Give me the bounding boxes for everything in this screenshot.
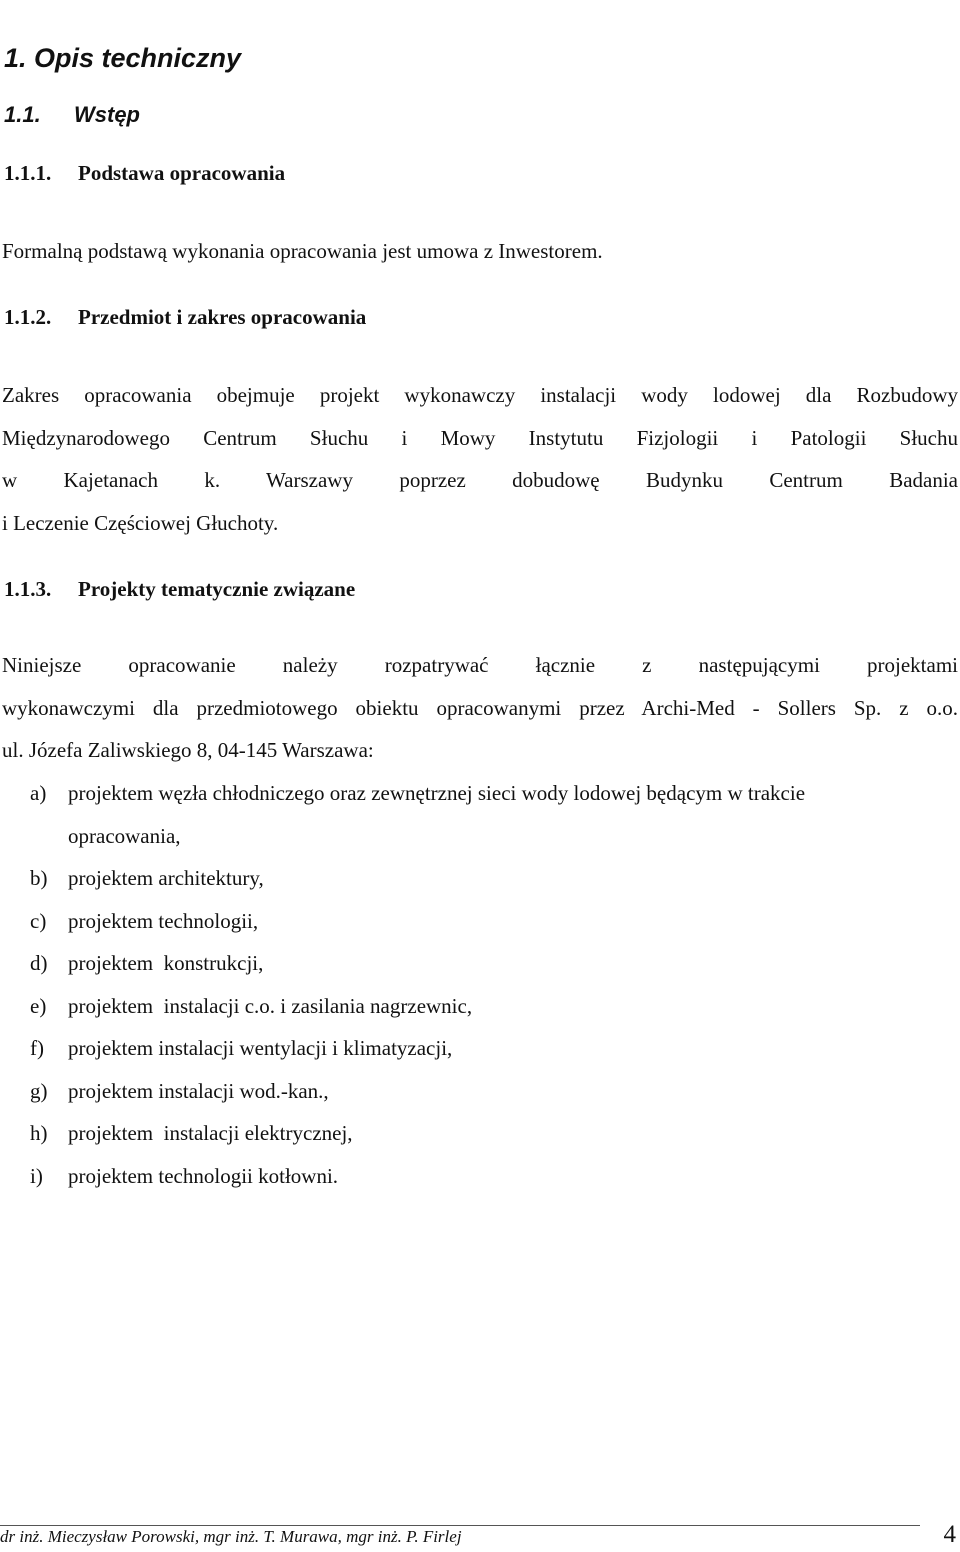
paragraph-line: Międzynarodowego Centrum Słuchu i Mowy Instytutu Fizjologii i Patologii Słuchu <box>2 425 958 450</box>
list-item <box>30 900 960 943</box>
list-marker: h) <box>30 1121 48 1145</box>
list-item <box>30 942 960 985</box>
list-marker: a) <box>30 781 47 805</box>
list-item-text: projektem instalacji elektrycznej, <box>68 1121 353 1145</box>
list-item-text: projektem technologii, <box>68 908 259 933</box>
list-item-text: projektem węzła chłodniczego oraz zewnętrznej sieci wody lodowej będącym w trakcie <box>68 781 806 805</box>
list-marker: i) <box>30 1163 43 1188</box>
related-projects-list <box>30 772 960 1197</box>
related-paragraph <box>2 644 958 772</box>
list-marker: c) <box>30 908 47 933</box>
list-marker: e) <box>30 993 47 1018</box>
list-item <box>30 1155 960 1198</box>
list-item <box>30 857 960 900</box>
subsection-heading-basis <box>4 159 285 187</box>
list-item <box>30 985 960 1028</box>
list-item <box>30 1070 960 1113</box>
paragraph-line: i Leczenie Częściowej Głuchoty. <box>2 510 279 535</box>
paragraph-line: Zakres opracowania obejmuje projekt wykonawczy instalacji wody lodowej dla Rozbudowy <box>2 383 958 407</box>
document-title: 1. Opis techniczny <box>4 43 242 73</box>
list-item <box>30 772 960 815</box>
subsection-title: Projekty tematycznie związane <box>78 577 356 601</box>
subsection-number: 1.1.3. <box>4 577 52 601</box>
subsection-heading-related <box>4 575 355 603</box>
paragraph-line: w Kajetanach k. Warszawy poprzez dobudowę Budynku Centrum Badania <box>2 468 958 492</box>
list-marker: f) <box>30 1036 44 1060</box>
basis-paragraph: Formalną podstawą wykonania opracowania jest umowa z Inwestorem. <box>2 239 603 263</box>
subsection-number: 1.1.1. <box>4 161 52 185</box>
section-number: 1.1. <box>4 102 41 127</box>
list-marker: d) <box>30 951 48 975</box>
list-item-text: projektem konstrukcji, <box>68 951 264 975</box>
list-item-text: projektem technologii kotłowni. <box>68 1163 339 1188</box>
paragraph-line: Niniejsze opracowanie należy rozpatrywać łącznie z następującymi projektami <box>2 653 958 677</box>
section-heading-intro <box>4 100 140 130</box>
subsection-number: 1.1.2. <box>4 305 52 329</box>
list-item-text: projektem architektury, <box>68 866 264 890</box>
subsection-title: Przedmiot i zakres opracowania <box>78 305 367 329</box>
subsection-heading-scope <box>4 303 366 331</box>
list-item-text: projektem instalacji wod.-kan., <box>68 1078 329 1103</box>
footer-authors: dr inż. Mieczysław Porowski, mgr inż. T. Murawa, mgr inż. P. Firlej <box>0 1527 462 1546</box>
list-item <box>30 1027 960 1070</box>
list-marker: b) <box>30 866 48 890</box>
list-item-text: projektem instalacji wentylacji i klimatyzacji, <box>68 1036 453 1060</box>
subsection-title: Podstawa opracowania <box>78 161 286 185</box>
page-number: 4 <box>943 1521 956 1548</box>
list-item-continuation: opracowania, <box>68 823 181 848</box>
paragraph-line: ul. Józefa Zaliwskiego 8, 04-145 Warszawa: <box>2 738 374 762</box>
list-item-text: projektem instalacji c.o. i zasilania nagrzewnic, <box>68 993 473 1018</box>
list-item <box>30 1112 960 1155</box>
scope-paragraph <box>2 374 958 544</box>
section-title: Wstęp <box>74 102 140 127</box>
list-marker: g) <box>30 1078 48 1103</box>
paragraph-line: wykonawczymi dla przedmiotowego obiektu opracowanymi przez Archi-Med - Sollers Sp. z o.o. <box>2 695 958 720</box>
